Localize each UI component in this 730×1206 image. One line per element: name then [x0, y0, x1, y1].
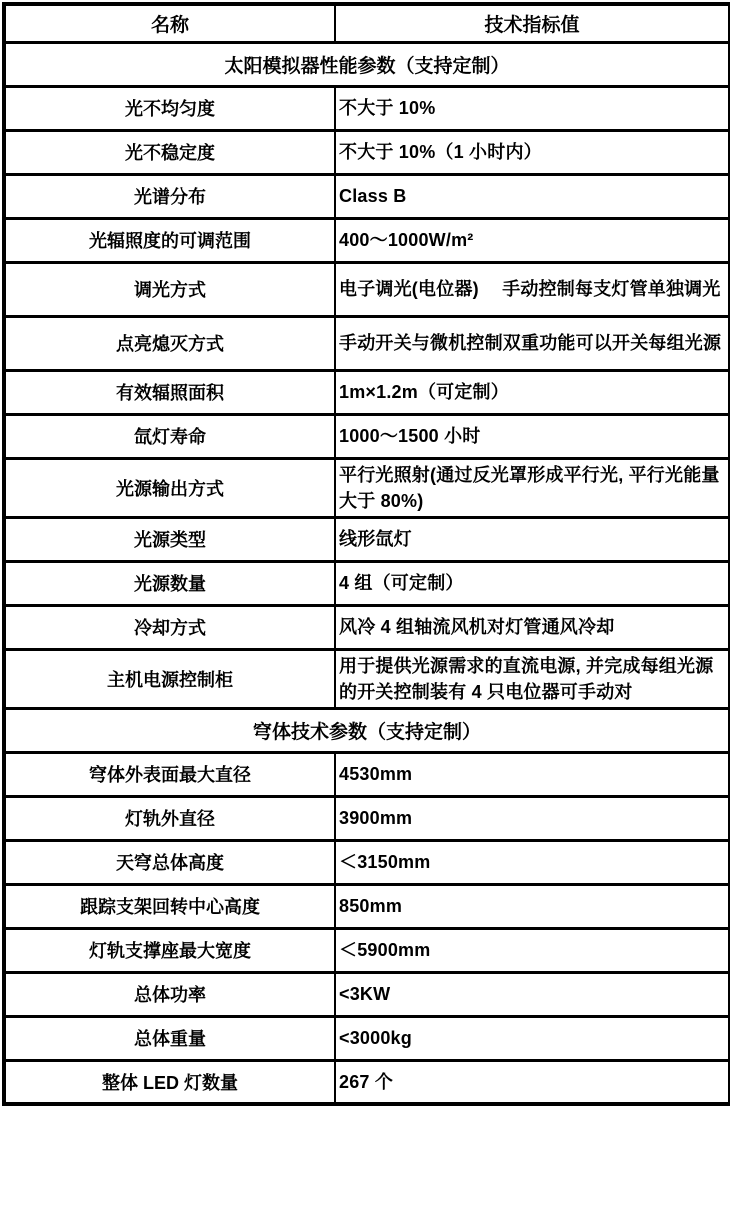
table-row: [4, 752, 730, 796]
section-header-row: [4, 42, 730, 86]
row-label: 光源输出方式: [4, 458, 335, 517]
row-label: 总体重量: [4, 1016, 335, 1060]
row-value: 不大于 10%（1 小时内）: [335, 130, 730, 174]
row-label: 灯轨外直径: [4, 796, 335, 840]
column-header-value: 技术指标值: [335, 4, 730, 42]
row-label: 光不均匀度: [4, 86, 335, 130]
row-label: 调光方式: [4, 262, 335, 316]
row-label: 氙灯寿命: [4, 414, 335, 458]
table-row: [4, 884, 730, 928]
row-value: <3KW: [335, 972, 730, 1016]
row-label: 整体 LED 灯数量: [4, 1060, 335, 1104]
table-row: [4, 316, 730, 370]
table-row: [4, 840, 730, 884]
row-value: Class B: [335, 174, 730, 218]
row-value: <3000kg: [335, 1016, 730, 1060]
table-row: [4, 262, 730, 316]
table-row: [4, 1016, 730, 1060]
row-value: 850mm: [335, 884, 730, 928]
table-row: [4, 561, 730, 605]
row-label: 光源类型: [4, 517, 335, 561]
row-label: 光谱分布: [4, 174, 335, 218]
row-value: 400～1000W/m²: [335, 218, 730, 262]
row-label: 穹体外表面最大直径: [4, 752, 335, 796]
row-value: 4530mm: [335, 752, 730, 796]
row-value: 4 组（可定制）: [335, 561, 730, 605]
spec-table: [2, 2, 730, 1106]
section-title: 太阳模拟器性能参数（支持定制）: [4, 42, 730, 86]
table-row: [4, 1060, 730, 1104]
spec-sheet-page: [0, 2, 730, 1106]
table-row: [4, 517, 730, 561]
row-label: 总体功率: [4, 972, 335, 1016]
row-label: 跟踪支架回转中心高度: [4, 884, 335, 928]
table-row: [4, 370, 730, 414]
table-row: [4, 218, 730, 262]
row-value: 不大于 10%: [335, 86, 730, 130]
row-value: 1m×1.2m（可定制）: [335, 370, 730, 414]
row-label: 灯轨支撑座最大宽度: [4, 928, 335, 972]
row-value: 电子调光(电位器) 手动控制每支灯管单独调光: [335, 262, 730, 316]
row-value: 线形氙灯: [335, 517, 730, 561]
section-title: 穹体技术参数（支持定制）: [4, 708, 730, 752]
table-row: [4, 130, 730, 174]
row-label: 光不稳定度: [4, 130, 335, 174]
table-row: [4, 458, 730, 517]
row-value: 风冷 4 组轴流风机对灯管通风冷却: [335, 605, 730, 649]
row-value: ＜3150mm: [335, 840, 730, 884]
header-row: [4, 4, 730, 42]
row-value: 1000～1500 小时: [335, 414, 730, 458]
table-row: [4, 605, 730, 649]
table-row: [4, 86, 730, 130]
row-label: 主机电源控制柜: [4, 649, 335, 708]
table-row: [4, 928, 730, 972]
section-header-row: [4, 708, 730, 752]
row-value: 267 个: [335, 1060, 730, 1104]
row-label: 天穹总体高度: [4, 840, 335, 884]
row-label: 有效辐照面积: [4, 370, 335, 414]
row-value: 平行光照射(通过反光罩形成平行光, 平行光能量大于 80%): [335, 458, 730, 517]
table-row: [4, 649, 730, 708]
row-label: 点亮熄灭方式: [4, 316, 335, 370]
row-value: 3900mm: [335, 796, 730, 840]
row-value: ＜5900mm: [335, 928, 730, 972]
table-row: [4, 796, 730, 840]
table-row: [4, 972, 730, 1016]
row-value: 手动开关与微机控制双重功能可以开关每组光源: [335, 316, 730, 370]
table-row: [4, 174, 730, 218]
table-row: [4, 414, 730, 458]
row-label: 光源数量: [4, 561, 335, 605]
row-label: 光辐照度的可调范围: [4, 218, 335, 262]
row-value: 用于提供光源需求的直流电源, 并完成每组光源的开关控制装有 4 只电位器可手动对: [335, 649, 730, 708]
row-label: 冷却方式: [4, 605, 335, 649]
column-header-name: 名称: [4, 4, 335, 42]
